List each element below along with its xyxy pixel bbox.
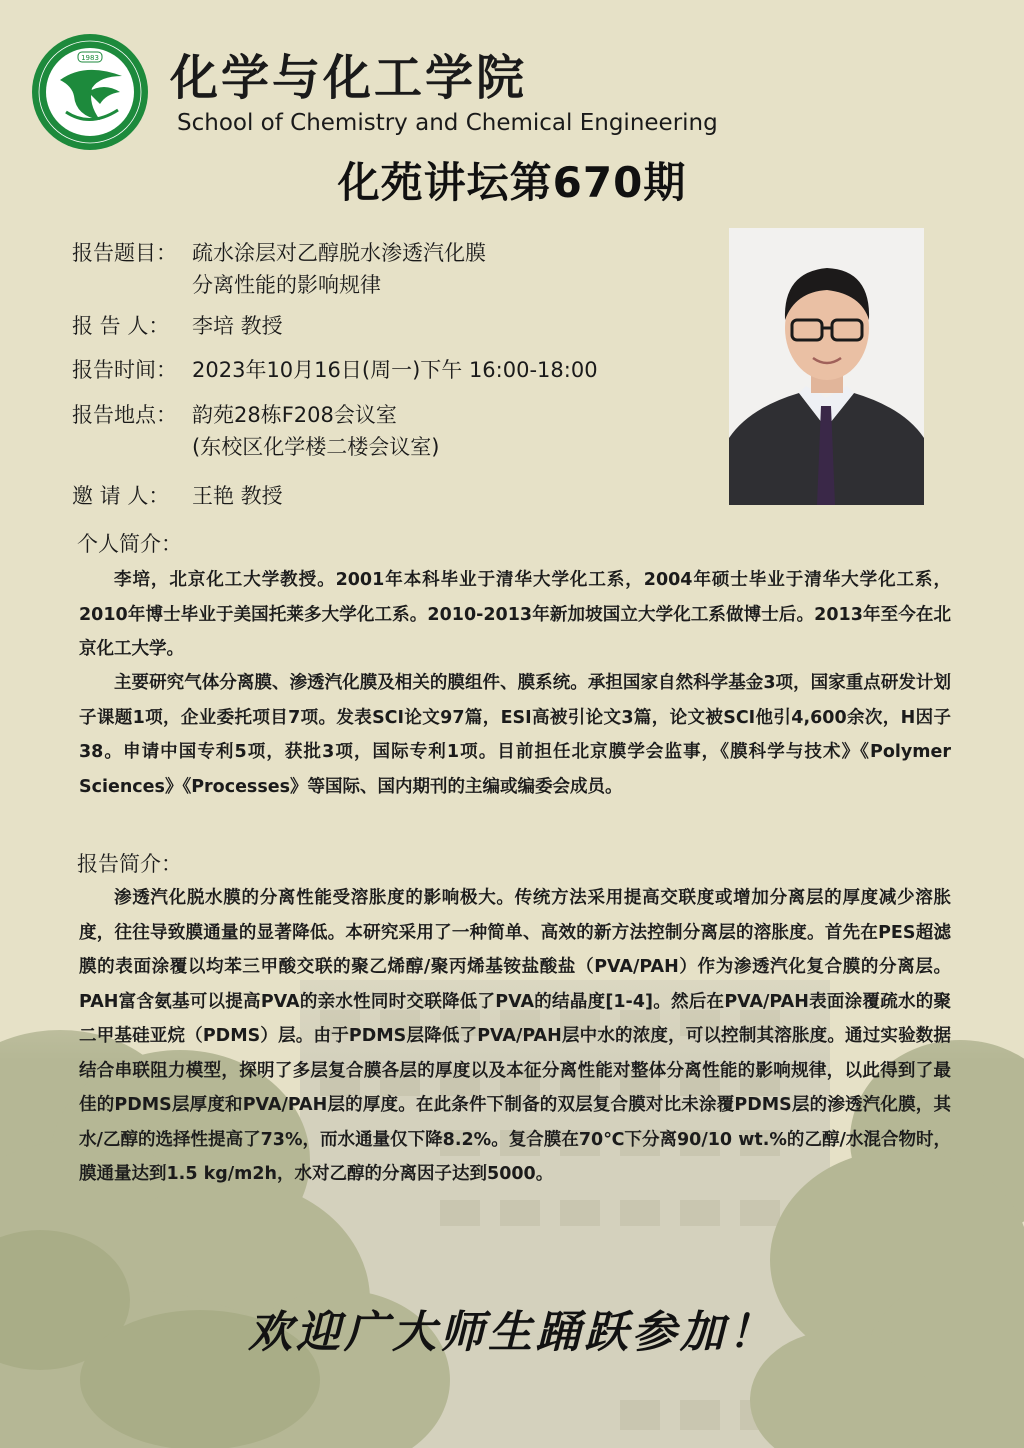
- speaker-name: 李培 教授: [192, 314, 283, 338]
- logo-year: 1983: [81, 54, 99, 62]
- bio-heading: 个人简介：: [77, 532, 182, 556]
- abstract-paragraph: 渗透汽化脱水膜的分离性能受溶胀度的影响极大。传统方法采用提高交联度或增加分离层的厚度减少溶胀度，往往导致膜通量的显著降低。本研究采用了一种简单、高效的新方法控制分离层的溶胀度。首先在PES超滤膜的表面涂覆以均苯三甲酸交联的聚乙烯醇/聚丙烯基铵盐酸盐（PVA/PAH）作为渗透汽化复合膜的分离层。PAH富含氨基可以提高PVA的亲水性同时交联降低了PVA的结晶度[1-4]。然后在PVA/PAH表面涂覆疏水的聚二甲基硅亚烷（PDMS）层。由于PDMS层降低了PVA/PAH层中水的浓度，可以控制其溶胀度。通过实验数据结合串联阻力模型，探明了多层复合膜各层的厚度以及本征分离性能对整体分离性能的影响规律，以此得到了最佳的PDMS层厚度和PVA/PAH层的厚度。在此条件下制备的双层复合膜对比未涂覆PDMS层的渗透汽化膜，其水/乙醇的选择性提高了73%，而水通量仅下降8.2%。复合膜在70℃下分离90/10 wt.%的乙醇/水混合物时，膜通量达到1.5 kg/m2h，水对乙醇的分离因子达到5000。: [79, 888, 951, 1184]
- issue-title: 化苑讲坛第670期: [337, 158, 687, 207]
- host-name: 王艳 教授: [192, 484, 283, 508]
- school-name-cn: 化学与化工学院: [170, 50, 528, 106]
- abstract-heading: 报告简介：: [77, 852, 182, 876]
- topic-line-1: 疏水涂层对乙醇脱水渗透汽化膜: [192, 241, 486, 265]
- topic-line-2: 分离性能的影响规律: [192, 273, 381, 297]
- topic-row: [72, 237, 486, 297]
- bio-paragraph-1: 李培，北京化工大学教授。2001年本科毕业于清华大学化工系，2004年硕士毕业于清华大学化工系，2010年博士毕业于美国托莱多大学化工系。2010-2013年新加坡国立大学化工系做博士后。2013年至今在北京化工大学。: [79, 570, 951, 659]
- place-line-2: (东校区化学楼二楼会议室): [192, 435, 440, 459]
- speaker-label: 报 告 人：: [72, 314, 170, 338]
- welcome-slogan: 欢迎广大师生踊跃参加！: [248, 1307, 776, 1358]
- place-label: 报告地点：: [72, 403, 177, 427]
- time-row: [72, 354, 598, 386]
- school-name-en: School of Chemistry and Chemical Engineering: [177, 110, 718, 136]
- place-row: [72, 399, 440, 459]
- speaker-portrait: [729, 228, 924, 505]
- host-label: 邀 请 人：: [72, 484, 170, 508]
- host-row: [72, 480, 283, 512]
- topic-label: 报告题目：: [72, 241, 177, 265]
- time-label: 报告时间：: [72, 358, 177, 382]
- place-line-1: 韵苑28栋F208会议室: [192, 403, 397, 427]
- bio-paragraph-2: 主要研究气体分离膜、渗透汽化膜及相关的膜组件、膜系统。承担国家自然科学基金3项，国家重点研发计划子课题1项，企业委托项目7项。发表SCI论文97篇，ESI高被引论文3篇，论文被SCI他引4,600余次，H因子38。申请中国专利5项，获批3项，国际专利1项。目前担任北京膜学会监事，《膜科学与技术》《Polymer Sciences》《Processes》等国际、国内期刊的主编或编委会成员。: [79, 673, 951, 797]
- speaker-row: [72, 310, 283, 342]
- time-value: 2023年10月16日(周一)下午 16:00-18:00: [192, 358, 598, 382]
- school-logo-icon: [30, 32, 150, 152]
